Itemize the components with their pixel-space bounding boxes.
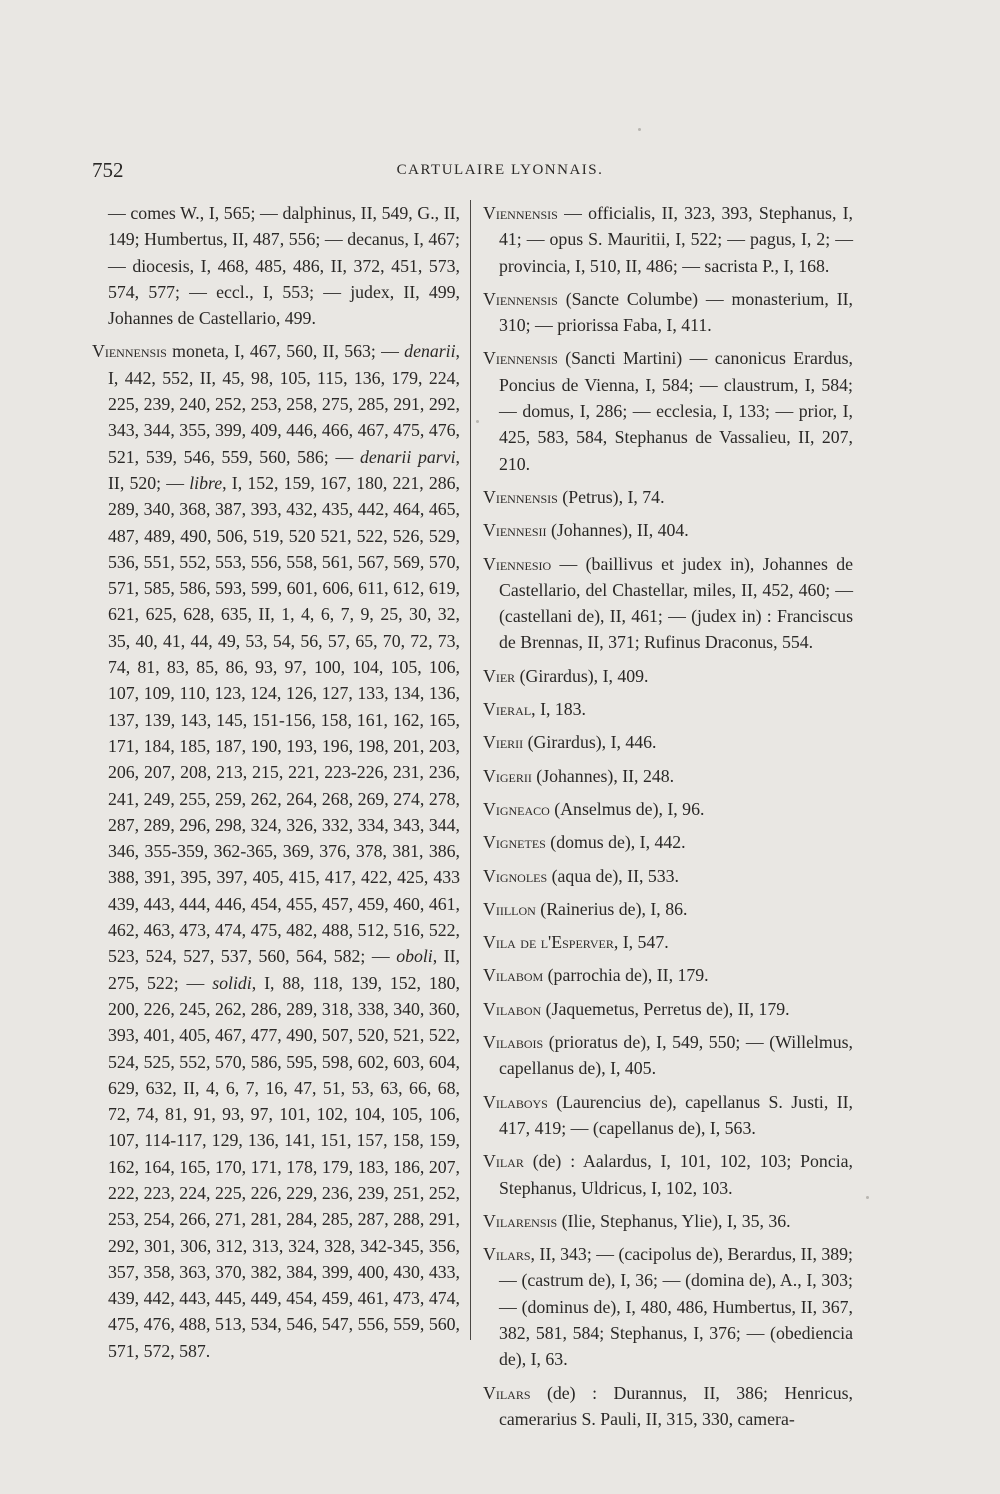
paper-speck [476, 420, 479, 423]
entry-text: , I, 183. [531, 699, 586, 720]
left-column [92, 200, 460, 1371]
index-entry [483, 1089, 853, 1142]
entry-text: , I, 442, 552, II, 45, 98, 105, 115, 136, 179, 224, 225, 239, 240, 252, 253, 258, 275, 285, 291, 292, 343, 344, 355, 399, 409, 446, 466, 467, 475, 476, 521, 539, 546, 559, 560, 586; — [108, 341, 460, 467]
entry-text: (parrochia de), II, 179. [543, 965, 709, 986]
paper-speck [866, 1196, 869, 1199]
entry-text: (Girardus), I, 409. [515, 665, 649, 686]
entry-headword: Viillon [483, 898, 536, 919]
entry-text: (Laurencius de), capellanus S. Justi, II, 417, 419; — (capellanus de), I, 563. [499, 1091, 853, 1138]
index-entry [92, 200, 460, 331]
entry-italic-term: denarii [404, 341, 456, 362]
index-entry [483, 696, 853, 722]
entry-text: (aqua de), II, 533. [547, 865, 679, 886]
entry-headword: Vignetes [483, 832, 546, 853]
entry-text: (Girardus), I, 446. [523, 732, 657, 753]
index-entry [483, 763, 853, 789]
index-entry [483, 1208, 853, 1234]
entry-headword: Viennesio [483, 553, 552, 574]
index-entry [483, 345, 853, 476]
index-entry [483, 1148, 853, 1201]
index-entry [483, 896, 853, 922]
entry-italic-term: denarii parvi [359, 446, 456, 467]
entry-headword: Vier [483, 665, 516, 686]
entry-headword: Vila de l'Esperver [483, 932, 614, 953]
index-entry [483, 1029, 853, 1082]
entry-headword: Vilars [483, 1244, 531, 1265]
entry-text: , I, 547. [613, 932, 669, 953]
paper-speck [638, 128, 641, 131]
page-header [0, 158, 1000, 188]
entry-headword: Vigneaco [483, 798, 550, 819]
entry-headword: Vilabon [483, 998, 542, 1019]
entry-text: — officialis, II, 323, 393, Stephanus, I, 41; — opus S. Mauritii, I, 522; — pagus, I, 2; — provincia, I, 510, II, 486; — sacrista P., I, 168. [499, 203, 853, 276]
entry-headword: Vilars [483, 1382, 531, 1403]
entry-text: , I, 152, 159, 167, 180, 221, 286, 289, 340, 368, 387, 393, 432, 435, 442, 464, 465, 487, 489, 490, 506, 519, 520 521, 522, 526, 529, 536, 551, 552, 553, 556, 558, 561, 567, 569, 570, 571, 585, 586, 593, 599, 601, 606, 611, 612, 619, 621, 625, 628, 635, II, 1, 4, 6, 7, 9, 25, 30, 32, 35, 40, 41, 44, 49, 53, 54, 56, 57, 65, 70, 72, 73, 74, 81, 83, 85, 86, 93, 97, 100, 104, 105, 106, 107, 109, 110, 123, 124, 126, 127, 133, 134, 136, 137, 139, 143, 145, 151-156, 158, 161, 162, 165, 171, 184, 185, 187, 190, 193, 196, 198, 201, 203, 206, 207, 208, 213, 215, 221, 223-226, 231, 236, 241, 249, 255, 259, 262, 264, 268, 269, 274, 278, 287, 289, 296, 298, 324, 326, 332, 334, 343, 344, 346, 355-359, 362-365, 369, 376, 378, 381, 386, 388, 391, 395, 397, 405, 415, 417, 422, 425, 433 439, 443, 444, 446, 454, 455, 457, 459, 460, 461, 462, 463, 473, 474, 475, 482, 488, 512, 516, 522, 523, 524, 527, 537, 560, 564, 582; — [108, 472, 460, 967]
entry-text: — (baillivus et judex in), Johannes de Castellario, del Chastellar, miles, II, 452, 460; — (castellani de), II, 461; — (judex in) : Franciscus de Brennas, II, 371; Rufinus Draconus, 554. [499, 553, 853, 653]
entry-italic-term: libre [189, 472, 223, 493]
entry-text: (Johannes), II, 248. [531, 765, 675, 786]
index-entry [483, 962, 853, 988]
index-entry [483, 796, 853, 822]
entry-headword: Viennensis [483, 203, 558, 223]
entry-headword: Vierii [483, 732, 524, 753]
index-entry [483, 200, 853, 279]
entry-text: (Ilie, Stephanus, Ylie), I, 35, 36. [557, 1210, 791, 1231]
entry-italic-term: oboli [396, 946, 433, 967]
entry-headword: Vilarensis [483, 1210, 558, 1231]
entry-text: (prioratus de), I, 549, 550; — (Willelmus, capellanus de), I, 405. [499, 1032, 853, 1079]
index-entry [483, 1380, 853, 1433]
index-entry [483, 863, 853, 889]
index-entry [483, 1241, 853, 1372]
entry-text: , II, 275, 522; — [108, 946, 460, 993]
right-column [483, 200, 853, 1439]
running-title: CARTULAIRE LYONNAIS. [396, 162, 604, 178]
entry-text: (Petrus), I, 74. [557, 486, 665, 507]
entry-headword: Viennensis [483, 348, 558, 369]
entry-headword: Vilabom [483, 965, 544, 986]
entry-text: — comes W., I, 565; — dalphinus, II, 549, G., II, 149; Humbertus, II, 487, 556; — decanus, I, 467; — diocesis, I, 468, 485, 486, II, 372, 451, 573, 574, 577; — eccl., I, 553; — judex, II, 499, Johannes de Castellario, 499. [108, 203, 460, 329]
index-entry [483, 551, 853, 656]
index-entry [483, 729, 853, 755]
entry-headword: Viennesii [483, 520, 547, 541]
entry-italic-term: solidi [212, 972, 252, 993]
entry-text: (Rainerius de), I, 86. [535, 898, 688, 919]
index-entry [483, 829, 853, 855]
entry-text: (Sancti Martini) — canonicus Erardus, Poncius de Vienna, I, 584; — claustrum, I, 584; — domus, I, 286; — ecclesia, I, 133; — prior, I, 425, 583, 584, Stephanus de Vassalieu, II, 207, 210. [499, 348, 853, 474]
entry-headword: Viennensis [92, 341, 167, 362]
index-entry [483, 517, 853, 543]
entry-headword: Viennensis [483, 486, 558, 507]
entry-headword: Vilabois [483, 1032, 544, 1053]
entry-headword: Vieral [483, 699, 532, 720]
entry-text: (Anselmus de), I, 96. [549, 798, 705, 819]
entry-text: , II, 520; — [108, 446, 460, 493]
entry-text: (domus de), I, 442. [545, 832, 686, 853]
entry-headword: Vignoles [483, 865, 548, 886]
index-entry [92, 338, 460, 1364]
entry-text: (Johannes), II, 404. [546, 520, 689, 541]
entry-text: (Sancte Columbe) — monasterium, II, 310; — priorissa Faba, I, 411. [499, 288, 853, 336]
index-entry [483, 996, 853, 1022]
page-number: 752 [92, 158, 124, 182]
entry-headword: Vilaboys [483, 1091, 548, 1112]
index-entry [483, 286, 853, 339]
entry-headword: Vilar [483, 1151, 524, 1172]
index-entry [483, 663, 853, 689]
entry-text: , II, 343; — (cacipolus de), Berardus, II, 389; — (castrum de), I, 36; — (domina de), A., I, 303; — (dominus de), I, 480, 486, Humbertus, II, 367, 382, 581, 584; Stephanus, I, 376; — (obediencia de), I, 63. [499, 1244, 853, 1370]
entry-text: moneta, I, 467, 560, II, 563; — [166, 341, 405, 362]
entry-text: (de) : Aalardus, I, 101, 102, 103; Poncia, Stephanus, Uldricus, I, 102, 103. [499, 1151, 853, 1198]
index-entry [483, 929, 853, 955]
entry-text: (Jaquemetus, Perretus de), II, 179. [541, 998, 790, 1019]
column-rule [470, 200, 471, 1340]
entry-headword: Viennensis [483, 288, 558, 309]
entry-headword: Vigerii [483, 765, 532, 786]
index-entry [483, 484, 853, 510]
entry-text: , I, 88, 118, 139, 152, 180, 200, 226, 245, 262, 286, 289, 318, 338, 340, 360, 393, 401, 405, 467, 477, 490, 507, 520, 521, 522, 524, 525, 552, 570, 586, 595, 598, 602, 603, 604, 629, 632, II, 4, 6, 7, 16, 47, 51, 53, 63, 66, 68, 72, 74, 81, 91, 93, 97, 101, 102, 104, 105, 106, 107, 114-117, 129, 136, 141, 151, 157, 158, 159, 162, 164, 165, 170, 171, 178, 179, 183, 186, 207, 222, 223, 224, 225, 226, 229, 236, 239, 251, 252, 253, 254, 266, 271, 281, 284, 285, 287, 288, 291, 292, 301, 306, 312, 313, 324, 328, 342-345, 356, 357, 358, 363, 370, 382, 384, 399, 400, 430, 433, 439, 442, 443, 445, 449, 454, 459, 461, 473, 474, 475, 476, 488, 513, 534, 546, 547, 556, 559, 560, 571, 572, 587. [108, 972, 460, 1361]
entry-text: (de) : Durannus, II, 386; Henricus, camerarius S. Pauli, II, 315, 330, camera- [499, 1382, 853, 1429]
